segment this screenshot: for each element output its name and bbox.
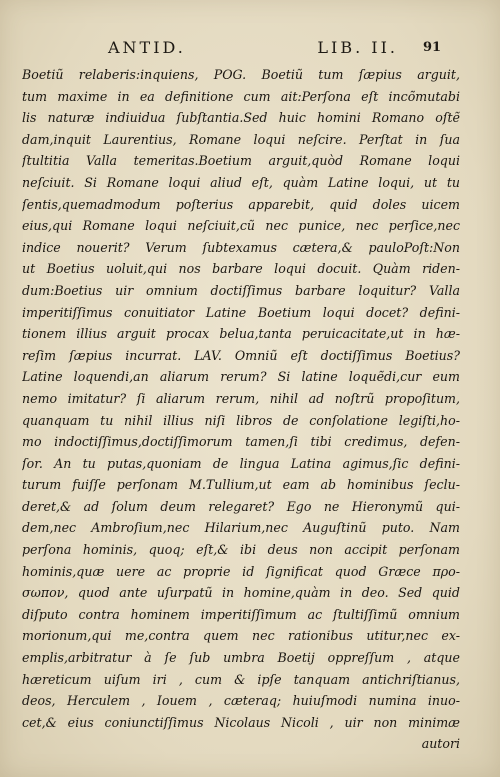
text-line: imperitiſſimus conuitiator Latine Boetium loqui docet? defini- [22, 304, 460, 320]
text-line: Boetiũ relaberis:inquiens, POG. Boetiũ tum ſæpius arguit, [22, 67, 460, 82]
text-line: dum:Boetius uir omnium doctiſſimus barbare loquitur? Valla [22, 282, 460, 298]
text-line: diſputo contra hominem imperitiſſimum ac ſtultiſſimũ omnium [22, 606, 460, 622]
text-line: dam,inquit Laurentius, Romane loqui neſcire. Perſtat in ſua [22, 131, 460, 147]
text-line: ſor. An tu putas,quoniam de lingua Latina agimus,ſic defini- [22, 455, 460, 471]
text-line: cet,& eius coniunctiſſimus Nicolaus Nicoli , uir non minimæ [22, 714, 460, 730]
text-line: perſona hominis, quoq; eſt,& ibi deus non accipit perſonam [22, 542, 460, 558]
text-line: eius,qui Romane loqui neſciuit,cũ nec punice, nec perſice,nec [22, 218, 460, 234]
text-line: indice nouerit? Verum ſubtexamus cætera,& pauloPoſt:Non [22, 239, 460, 255]
body-text [22, 64, 460, 755]
text-line: morionum,qui me,contra quem nec rationibus utitur,nec ex- [22, 628, 460, 644]
text-line: turum fuiſſe perſonam M.Tullium,ut eam ab hominibus ſeclu- [22, 477, 460, 493]
running-header-right: LIB. II. [317, 38, 398, 57]
running-header [108, 38, 398, 57]
text-line: ſtultitia Valla temeritas.Boetium arguit,quòd Romane loqui [22, 153, 460, 169]
text-line: hæreticum uiſum iri , cum & ipſe tanquam antichriſtianus, [22, 671, 460, 687]
text-line: reſim ſæpius incurrat. LAV. Omniũ eſt doctiſſimus Boetius? [22, 347, 460, 363]
text-line: mo indoctiſſimus,doctiſſimorum tamen,ſi tibi credimus, defen- [22, 434, 460, 450]
text-line: deos, Herculem , Iouem , cæteraq; huiuſmodi numina inuo- [22, 693, 460, 709]
text-line: quanquam tu nihil illius niſi libros de conſolatione legiſti,ho- [22, 412, 460, 428]
text-line: dem,nec Ambroſium,nec Hilarium,nec Auguſtinũ puto. Nam [22, 520, 460, 536]
text-line: emplis,arbitratur à ſe ſub umbra Boetij oppreſſum , atque [22, 650, 460, 666]
page-number: 91 [423, 40, 442, 55]
text-line: ut Boetius uoluit,qui nos barbare loqui docuit. Quàm riden- [22, 261, 460, 277]
text-line: tum maxime in ea definitione cum ait:Perſona eſt incõmutabi [22, 88, 460, 104]
text-line: nemo imitatur? ſi aliarum rerum, nihil ad noſtrũ propoſitum, [22, 390, 460, 406]
text-line: σωπoν, quod ante uſurpatũ in homine,quàm in deo. Sed quid [22, 585, 460, 601]
text-line: deret,& ad ſolum deum relegaret? Ego ne Hieronymũ qui- [22, 498, 460, 514]
text-line: tionem illius arguit procax belua,tanta peruicacitate,ut in hæ- [22, 326, 460, 342]
text-line: lis naturæ indiuidua ſubſtantia.Sed huic homini Romano oſtẽ [22, 110, 460, 126]
text-line: Latine loquendi,an aliarum rerum? Si latine loquẽdi,cur eum [22, 369, 460, 385]
running-header-left: ANTID. [108, 38, 186, 57]
text-line: ſentis,quemadmodum poſterius apparebit, quid doles uicem [22, 196, 460, 212]
text-line: neſciuit. Si Romane loqui aliud eſt, quàm Latine loqui, ut tu [22, 174, 460, 190]
catchword: autori [421, 736, 460, 752]
text-line: hominis,quæ uere ac proprie id ſignificat quod Græce πρo- [22, 563, 460, 579]
